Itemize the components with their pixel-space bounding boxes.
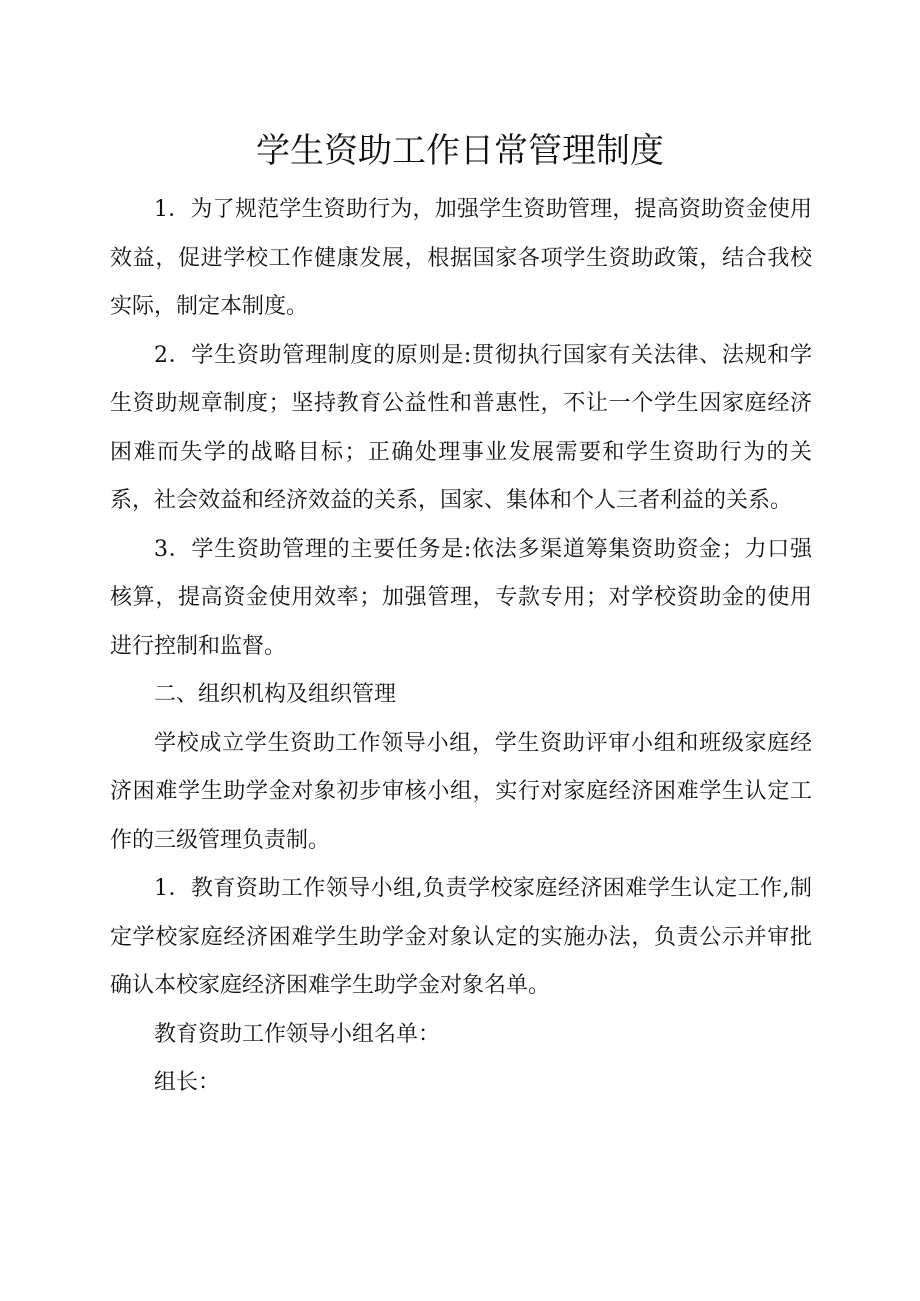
document-body [110, 186, 812, 1108]
section-heading-organization: 二、组织机构及组织管理 [154, 682, 397, 707]
paragraph-leadership-group: 1．教育资助工作领导小组,负责学校家庭经济困难学生认定工作,制定学校家庭经济困难学生助学金对象认定的实施办法，负责公示并审批确认本校家庭经济困难学生助学金对象名单。 [110, 876, 812, 998]
paragraph-2-principles: 2．学生资助管理制度的原则是:贯彻执行国家有关法律、法规和学生资助规章制度；坚持教育公益性和普惠性，不让一个学生因家庭经济困难而失学的战略目标；正确处理事业发展需要和学生资助行为的关系，社会效益和经济效益的关系，国家、集体和个人三者利益的关系。 [110, 342, 812, 513]
paragraph-group-leader: 组长： [154, 1070, 221, 1095]
document-title: 学生资助工作日常管理制度 [256, 131, 664, 171]
paragraph-organization-intro: 学校成立学生资助工作领导小组，学生资助评审小组和班级家庭经济困难学生助学金对象初步审核小组，实行对家庭经济困难学生认定工作的三级管理负责制。 [110, 730, 812, 853]
paragraph-leadership-list-heading: 教育资助工作领导小组名单： [154, 1021, 441, 1047]
paragraph-1-purpose: 1．为了规范学生资助行为，加强学生资助管理，提高资助资金使用效益，促进学校工作健康发展，根据国家各项学生资助政策，结合我校实际，制定本制度。 [110, 197, 812, 319]
paragraph-3-tasks: 3．学生资助管理的主要任务是:依法多渠道筹集资助资金；力口强核算，提高资金使用效率；加强管理，专款专用；对学校资助金的使用进行控制和监督。 [110, 536, 812, 659]
